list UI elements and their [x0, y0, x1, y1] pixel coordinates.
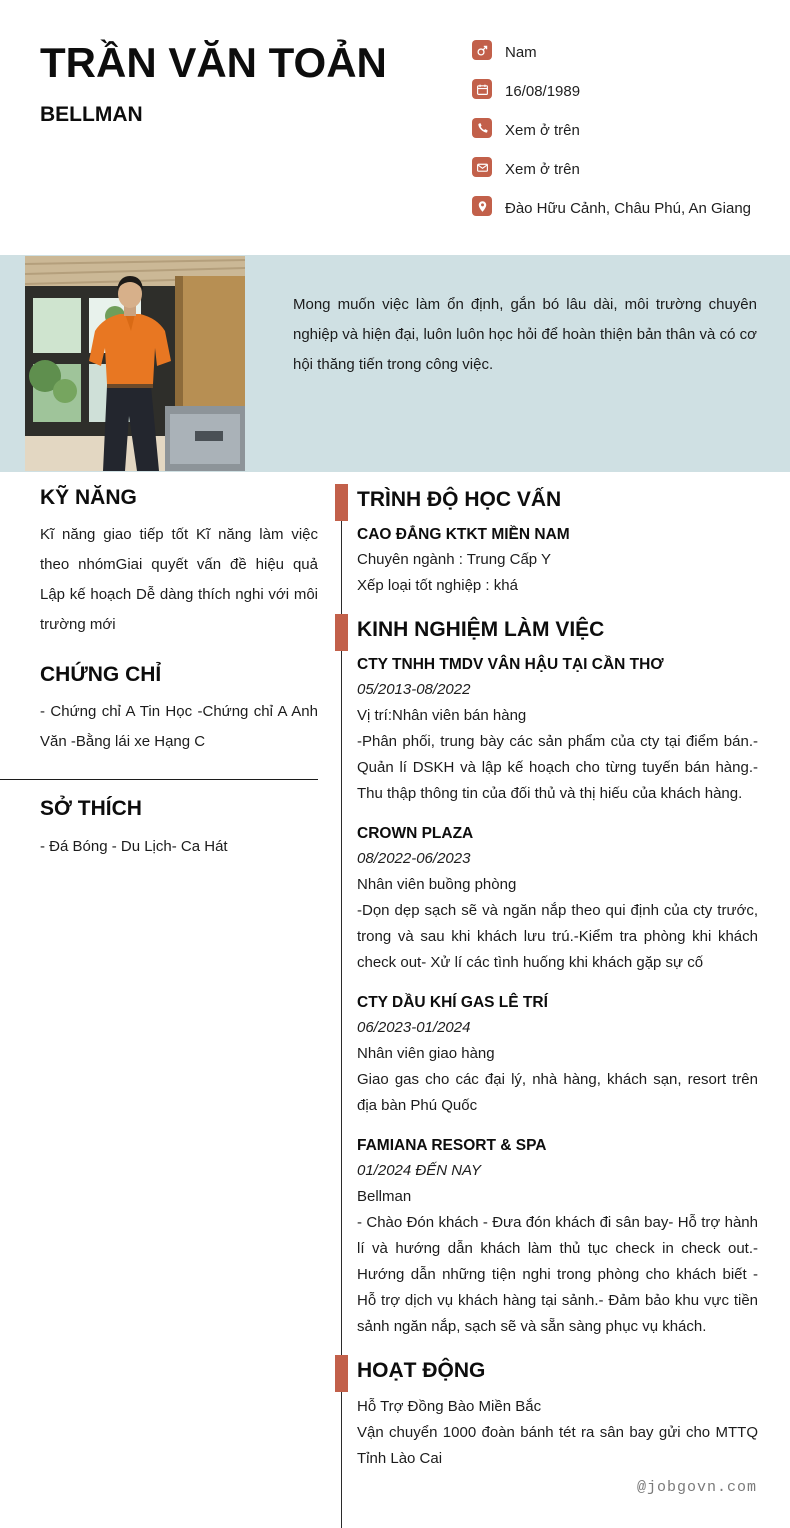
hobbies-title: SỞ THÍCH: [40, 797, 142, 821]
experience-heading: [357, 615, 758, 642]
calendar-icon: [472, 79, 492, 99]
contact-row-gender: [472, 40, 772, 65]
job-entry: [357, 821, 758, 976]
job-position: Vị trí:Nhân viên bán hàng: [357, 707, 527, 725]
job-description: - Chào Đón khách - Đưa đón khách đi sân bay- Hỗ trợ hành lí và hướng dẫn khách làm thủ tục check in check out.- Hướng dẫn những tiện nghi trong phòng cho khách biết - Hỗ trợ dịch vụ khách hàng tại sảnh.- Đảm bảo khu vực tiền sảnh ngăn nắp, sạch sẽ và sẵn sàng phục vụ khách.: [357, 1214, 758, 1336]
job-description: -Dọn dẹp sạch sẽ và ngăn nắp theo qui định của cty trước, trong và sau khi khách lưu trú.-Kiểm tra phòng khi khách check out- Xử lí các tình huống khi khách gặp sự cố: [357, 902, 758, 972]
job-position: Nhân viên giao hàng: [357, 1045, 495, 1063]
certificates-text: - Chứng chỉ A Tin Học -Chứng chỉ A Anh Văn -Bằng lái xe Hạng C: [40, 703, 318, 751]
job-period: 08/2022-06/2023: [357, 850, 471, 868]
skills-title: KỸ NĂNG: [40, 486, 137, 509]
education-major: Chuyên ngành : Trung Cấp Y: [357, 551, 552, 569]
contact-list: [472, 40, 772, 235]
phone-icon: [472, 118, 492, 138]
profile-photo-illustration: [25, 256, 245, 471]
certificates-section: [40, 662, 318, 757]
education-title: TRÌNH ĐỘ HỌC VẤN: [357, 488, 562, 511]
job-description: -Phân phối, trung bày các sản phẩm của cty tại điểm bán.- Quản lí DSKH và lập kế hoạch cho từng tuyến bán hàng.- Thu thập thông tin của đối thủ và thị hiếu của khách hàng.: [357, 733, 758, 803]
objective-band: [0, 255, 790, 472]
activities-line: Vận chuyển 1000 đoàn bánh tét ra sân bay gửi cho MTTQ Tỉnh Lào Cai: [357, 1423, 758, 1467]
activities-heading: [357, 1356, 758, 1383]
job-entry: [357, 1133, 758, 1340]
contact-gender: Nam: [505, 44, 537, 61]
contact-birthday: 16/08/1989: [505, 83, 581, 100]
contact-row-phone: [472, 118, 772, 143]
right-column: [335, 485, 758, 1528]
hobbies-section: [40, 796, 318, 861]
education-heading: [357, 485, 758, 512]
left-column-divider: [0, 779, 318, 780]
education-grade: Xếp loại tốt nghiệp : khá: [357, 577, 518, 595]
left-column: [40, 485, 318, 1528]
career-objective: Mong muốn việc làm ổn định, gắn bó lâu dài, môi trường chuyên nghiệp và hiện đại, luôn luôn học hỏi để hoàn thiện bản thân và có cơ hội thăng tiến trong công việc.: [293, 296, 757, 373]
job-position: Bellman: [357, 1188, 412, 1206]
activities-section: [357, 1356, 758, 1471]
candidate-name: TRẦN VĂN TOẢN: [40, 39, 387, 86]
profile-photo: [25, 256, 245, 471]
certificates-title: CHỨNG CHỈ: [40, 663, 162, 687]
job-entry: [357, 652, 758, 807]
gender-icon: [472, 40, 492, 60]
skills-text: Kĩ năng giao tiếp tốt Kĩ năng làm việc theo nhómGiai quyết vấn đề hiệu quả Lập kế hoạch Dễ dàng thích nghi với môi trường mới: [40, 526, 318, 634]
job-company: CTY DẦU KHÍ GAS LÊ TRÍ: [357, 994, 548, 1012]
main-content: [40, 485, 758, 1528]
contact-row-email: [472, 157, 772, 182]
job-position: Nhân viên buồng phòng: [357, 876, 517, 894]
education-section: [357, 485, 758, 599]
contact-phone: Xem ở trên: [505, 122, 580, 139]
accent-bar: [335, 484, 348, 521]
contact-row-birthday: [472, 79, 772, 104]
skills-section: [40, 485, 318, 640]
contact-address: Đào Hữu Cảnh, Châu Phú, An Giang: [505, 200, 752, 217]
job-description: Giao gas cho các đại lý, nhà hàng, khách sạn, resort trên địa bàn Phú Quốc: [357, 1071, 758, 1115]
location-icon: [472, 196, 492, 216]
activities-title: HOẠT ĐỘNG: [357, 1359, 486, 1383]
job-company: CTY TNHH TMDV VÂN HẬU TẠI CẦN THƠ: [357, 656, 664, 674]
job-period: 01/2024 ĐẾN NAY: [357, 1162, 481, 1180]
header: [0, 0, 790, 255]
candidate-role: BELLMAN: [40, 103, 143, 126]
hobbies-text: - Đá Bóng - Du Lịch- Ca Hát: [40, 837, 228, 855]
email-icon: [472, 157, 492, 177]
job-period: 06/2023-01/2024: [357, 1019, 471, 1037]
accent-bar: [335, 1355, 348, 1392]
job-company: CROWN PLAZA: [357, 825, 474, 843]
accent-bar: [335, 614, 348, 651]
job-company: FAMIANA RESORT & SPA: [357, 1137, 547, 1155]
education-school: CAO ĐẲNG KTKT MIỀN NAM: [357, 526, 570, 544]
contact-row-address: [472, 196, 772, 221]
activities-line: Hỗ Trợ Đồng Bào Miền Bắc: [357, 1397, 542, 1415]
job-period: 05/2013-08/2022: [357, 681, 471, 699]
job-entry: [357, 990, 758, 1119]
experience-section: [357, 615, 758, 1340]
contact-email: Xem ở trên: [505, 161, 580, 178]
site-watermark: @jobgovn.com: [636, 1479, 757, 1496]
experience-title: KINH NGHIỆM LÀM VIỆC: [357, 618, 605, 642]
